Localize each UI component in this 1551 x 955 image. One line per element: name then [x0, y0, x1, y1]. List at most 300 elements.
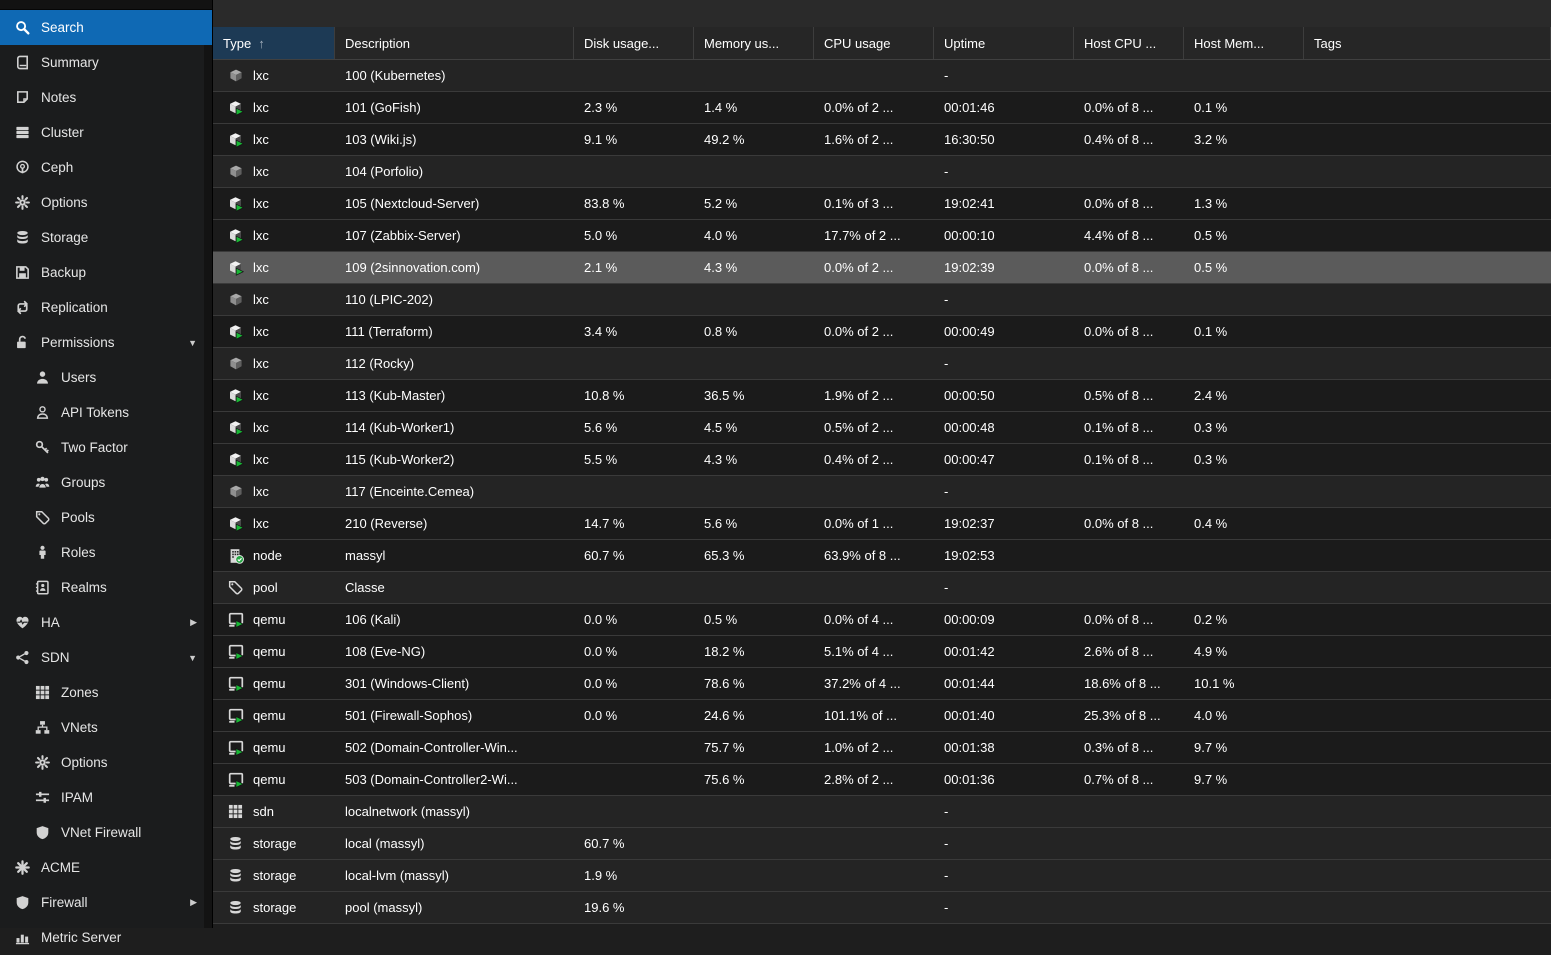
column-header-host_mem[interactable]: [1184, 27, 1304, 59]
cell-host-cpu: [1074, 476, 1184, 507]
cell-disk-usage: 60.7 %: [584, 836, 625, 851]
cell-description: 210 (Reverse): [345, 516, 428, 531]
cell-tags: [1304, 860, 1551, 891]
cell-tags: [1304, 444, 1551, 475]
sidebar-item-label: Firewall: [41, 895, 88, 910]
cell-memory-usage: 75.7 %: [704, 740, 745, 755]
cell-memory-usage: [694, 284, 814, 315]
cell-disk-usage: [574, 156, 694, 187]
sidebar-item-notes[interactable]: [0, 80, 212, 115]
cell-memory-usage: 4.5 %: [704, 420, 738, 435]
sliders-icon: [33, 790, 51, 806]
table-row[interactable]: [213, 412, 1551, 444]
sidebar-item-roles[interactable]: [0, 535, 212, 570]
heartbeat-icon: [13, 615, 31, 631]
cell-cpu-usage: [814, 828, 934, 859]
cell-host-cpu: [1074, 796, 1184, 827]
cell-uptime: -: [944, 836, 949, 851]
sidebar-item-acme[interactable]: [0, 850, 212, 885]
sidebar-item-label: Pools: [61, 510, 95, 525]
column-header-description[interactable]: [335, 27, 574, 59]
shield-icon: [13, 895, 31, 911]
cell-type: [213, 316, 335, 347]
column-header-disk[interactable]: [574, 27, 694, 59]
cell-description: 115 (Kub-Worker2): [345, 452, 455, 467]
cell-disk-usage: [574, 732, 694, 763]
table-row[interactable]: [213, 732, 1551, 764]
cell-cpu-usage: 0.0% of 2 ...: [824, 324, 894, 339]
lxc-stopped-icon: [227, 356, 244, 372]
cell-uptime: 00:01:42: [944, 644, 995, 659]
cell-uptime: 16:30:50: [944, 132, 995, 147]
cell-host-cpu: 2.6% of 8 ...: [1084, 644, 1154, 659]
cell-description: 113 (Kub-Master): [345, 388, 446, 403]
cell-description: Classe: [345, 580, 385, 595]
chart-icon: [13, 930, 31, 946]
sidebar-item-sdn-options[interactable]: [0, 745, 212, 780]
sidebar-item-metric-server[interactable]: [0, 920, 212, 955]
cell-uptime: 00:01:40: [944, 708, 995, 723]
cell-host-cpu: 0.3% of 8 ...: [1084, 740, 1154, 755]
cell-description: 301 (Windows-Client): [345, 676, 470, 691]
qemu-running-icon: [227, 676, 244, 692]
sidebar-item-pools[interactable]: [0, 500, 212, 535]
cell-type: [213, 284, 335, 315]
column-header-label: Tags: [1314, 35, 1342, 51]
sidebar-item-label: HA: [41, 615, 60, 630]
cell-memory-usage: 1.4 %: [704, 100, 738, 115]
sidebar-item-label: Zones: [61, 685, 99, 700]
cell-uptime: 00:01:46: [944, 100, 995, 115]
table-row[interactable]: [213, 252, 1551, 284]
type-label: qemu: [253, 772, 286, 787]
table-row[interactable]: [213, 636, 1551, 668]
table-row[interactable]: [213, 668, 1551, 700]
cell-type: [213, 348, 335, 379]
cell-host-cpu: [1074, 828, 1184, 859]
table-row[interactable]: [213, 508, 1551, 540]
cell-description: 110 (LPIC-202): [345, 292, 433, 307]
cell-cpu-usage: 0.5% of 2 ...: [824, 420, 894, 435]
column-header-label: Uptime: [944, 35, 986, 51]
cell-description: 103 (Wiki.js): [345, 132, 417, 147]
cell-memory-usage: [694, 860, 814, 891]
sidebar-item-label: Backup: [41, 265, 87, 280]
cell-host-cpu: 0.0% of 8 ...: [1084, 100, 1154, 115]
cell-cpu-usage: [814, 796, 934, 827]
database-icon: [13, 230, 31, 246]
column-header-label: Description: [345, 35, 411, 51]
cell-host-mem: [1184, 572, 1304, 603]
lxc-running-icon: [227, 100, 244, 116]
cell-description: 503 (Domain-Controller2-Wi...: [345, 772, 518, 787]
cell-type: [213, 668, 335, 699]
cell-memory-usage: 75.6 %: [704, 772, 745, 787]
user-icon: [33, 370, 51, 386]
qemu-running-icon: [227, 740, 244, 756]
cell-tags: [1304, 348, 1551, 379]
note-icon: [13, 90, 31, 106]
sidebar-item-label: VNet Firewall: [61, 825, 142, 840]
cell-type: [213, 156, 335, 187]
cell-host-cpu: [1074, 860, 1184, 891]
cell-memory-usage: 4.3 %: [704, 260, 738, 275]
cell-memory-usage: [694, 796, 814, 827]
cell-type: [213, 380, 335, 411]
cell-description: local-lvm (massyl): [345, 868, 449, 883]
cell-type: [213, 572, 335, 603]
type-label: qemu: [253, 708, 286, 723]
cell-disk-usage: 9.1 %: [584, 132, 618, 147]
cell-host-mem: 0.3 %: [1194, 420, 1228, 435]
cell-tags: [1304, 316, 1551, 347]
cell-description: massyl: [345, 548, 386, 563]
cell-host-cpu: [1074, 348, 1184, 379]
sort-asc-arrow-icon: ↑: [258, 35, 265, 51]
person-icon: [33, 545, 51, 561]
cell-memory-usage: 0.8 %: [704, 324, 738, 339]
column-header-type[interactable]: [213, 27, 335, 59]
cell-description: 101 (GoFish): [345, 100, 421, 115]
cell-description: 106 (Kali): [345, 612, 401, 627]
gear-icon: [33, 755, 51, 771]
sidebar-item-label: Search: [41, 20, 84, 35]
cell-tags: [1304, 828, 1551, 859]
replication-icon: [13, 300, 31, 316]
cell-disk-usage: 83.8 %: [584, 196, 625, 211]
table-row[interactable]: [213, 828, 1551, 860]
table-row[interactable]: [213, 348, 1551, 380]
qemu-running-icon: [227, 612, 244, 628]
type-label: pool: [253, 580, 278, 595]
cell-cpu-usage: 0.4% of 2 ...: [824, 452, 894, 467]
cell-cpu-usage: 0.0% of 1 ...: [824, 516, 894, 531]
sidebar-item-summary[interactable]: [0, 45, 212, 80]
expand-right-icon[interactable]: ▶: [190, 897, 197, 907]
cell-cpu-usage: 0.1% of 3 ...: [824, 196, 894, 211]
type-label: lxc: [253, 228, 269, 243]
cell-host-cpu: [1074, 572, 1184, 603]
table-row[interactable]: [213, 284, 1551, 316]
table-row[interactable]: [213, 92, 1551, 124]
cell-type: [213, 732, 335, 763]
type-label: lxc: [253, 388, 269, 403]
cell-memory-usage: 49.2 %: [704, 132, 745, 147]
table-row[interactable]: [213, 444, 1551, 476]
cell-type: [213, 124, 335, 155]
cell-uptime: -: [944, 900, 949, 915]
sidebar-top-strip: [0, 0, 212, 10]
key-icon: [33, 440, 51, 456]
lxc-running-icon: [227, 388, 244, 404]
cell-disk-usage: [574, 572, 694, 603]
cell-description: 109 (2sinnovation.com): [345, 260, 481, 275]
table-row[interactable]: [213, 604, 1551, 636]
sidebar-item-label: Summary: [41, 55, 99, 70]
cell-host-cpu: 0.0% of 8 ...: [1084, 612, 1154, 627]
table-row[interactable]: [213, 476, 1551, 508]
table-row[interactable]: [213, 796, 1551, 828]
cell-type: [213, 540, 335, 571]
sidebar-nav: [0, 10, 212, 955]
cell-uptime: 00:01:44: [944, 676, 995, 691]
sidebar-item-label: Users: [61, 370, 97, 385]
search-icon: [13, 20, 31, 36]
sidebar-item-label: IPAM: [61, 790, 94, 805]
qemu-running-icon: [227, 772, 244, 788]
sidebar-item-search[interactable]: [0, 10, 212, 45]
lxc-running-icon: [227, 324, 244, 340]
cell-description: 114 (Kub-Worker1): [345, 420, 455, 435]
cell-host-mem: 10.1 %: [1194, 676, 1235, 691]
type-label: sdn: [253, 804, 274, 819]
cell-host-cpu: 18.6% of 8 ...: [1084, 676, 1161, 691]
table-row[interactable]: [213, 892, 1551, 924]
cell-host-mem: [1184, 828, 1304, 859]
sidebar-item-label: Realms: [61, 580, 107, 595]
sidebar-item-ipam[interactable]: [0, 780, 212, 815]
sidebar-item-label: Permissions: [41, 335, 115, 350]
table-row[interactable]: [213, 540, 1551, 572]
table-row[interactable]: [213, 572, 1551, 604]
cell-memory-usage: 0.5 %: [704, 612, 738, 627]
cell-uptime: 00:00:09: [944, 612, 995, 627]
column-header-cpu[interactable]: [814, 27, 934, 59]
cell-disk-usage: [574, 284, 694, 315]
sidebar-item-cluster[interactable]: [0, 115, 212, 150]
cell-uptime: 19:02:37: [944, 516, 995, 531]
cell-memory-usage: 65.3 %: [704, 548, 745, 563]
cell-disk-usage: 0.0 %: [584, 708, 618, 723]
expand-down-icon[interactable]: ▼: [188, 337, 197, 348]
cell-host-mem: 9.7 %: [1194, 772, 1228, 787]
cell-tags: [1304, 412, 1551, 443]
cell-cpu-usage: 2.8% of 2 ...: [824, 772, 894, 787]
cell-tags: [1304, 604, 1551, 635]
cell-tags: [1304, 220, 1551, 251]
tag-icon: [227, 580, 244, 596]
cell-memory-usage: 78.6 %: [704, 676, 745, 691]
table-row[interactable]: [213, 700, 1551, 732]
cell-disk-usage: 0.0 %: [584, 644, 618, 659]
type-label: lxc: [253, 324, 269, 339]
cell-host-mem: 2.4 %: [1194, 388, 1228, 403]
sidebar-item-label: ACME: [41, 860, 81, 875]
type-label: lxc: [253, 292, 269, 307]
cell-uptime: -: [944, 68, 949, 83]
cell-host-cpu: 0.0% of 8 ...: [1084, 196, 1154, 211]
lxc-running-icon: [227, 196, 244, 212]
shield-icon: [33, 825, 51, 841]
ceph-icon: [13, 160, 31, 176]
cell-cpu-usage: [814, 860, 934, 891]
sidebar-item-groups[interactable]: [0, 465, 212, 500]
expand-right-icon[interactable]: ▶: [190, 617, 197, 627]
sidebar-item-firewall[interactable]: [0, 885, 212, 920]
sidebar-item-sdn[interactable]: [0, 640, 212, 675]
cell-tags: [1304, 668, 1551, 699]
cell-uptime: 00:00:47: [944, 452, 995, 467]
expand-down-icon[interactable]: ▼: [188, 652, 197, 663]
sidebar-item-label: Roles: [61, 545, 96, 560]
burst-icon: [13, 860, 31, 876]
cell-cpu-usage: 17.7% of 2 ...: [824, 228, 901, 243]
column-header-tags[interactable]: [1304, 27, 1551, 59]
sidebar-item-ceph[interactable]: [0, 150, 212, 185]
cell-cpu-usage: 0.0% of 2 ...: [824, 100, 894, 115]
type-label: storage: [253, 900, 297, 915]
column-header-memory[interactable]: [694, 27, 814, 59]
cell-host-cpu: [1074, 892, 1184, 923]
cell-host-mem: [1184, 284, 1304, 315]
cell-host-cpu: 25.3% of 8 ...: [1084, 708, 1161, 723]
table-row[interactable]: [213, 860, 1551, 892]
column-header-label: Memory us...: [704, 35, 780, 51]
cell-disk-usage: 5.0 %: [584, 228, 618, 243]
sidebar-item-users[interactable]: [0, 360, 212, 395]
cell-tags: [1304, 636, 1551, 667]
cell-type: [213, 220, 335, 251]
cell-host-cpu: 4.4% of 8 ...: [1084, 228, 1154, 243]
sidebar-item-options[interactable]: [0, 185, 212, 220]
cell-uptime: 00:01:36: [944, 772, 995, 787]
cell-type: [213, 188, 335, 219]
grid-icon: [227, 804, 244, 820]
share-nodes-icon: [13, 650, 31, 666]
cell-host-cpu: [1074, 156, 1184, 187]
table-row[interactable]: [213, 156, 1551, 188]
sidebar-item-permissions[interactable]: [0, 325, 212, 360]
cell-cpu-usage: 37.2% of 4 ...: [824, 676, 901, 691]
cell-host-mem: [1184, 540, 1304, 571]
cell-tags: [1304, 508, 1551, 539]
cell-uptime: 00:00:10: [944, 228, 995, 243]
cell-description: 108 (Eve-NG): [345, 644, 426, 659]
type-label: lxc: [253, 196, 269, 211]
cell-type: [213, 636, 335, 667]
cell-tags: [1304, 380, 1551, 411]
sidebar-item-vnets[interactable]: [0, 710, 212, 745]
cell-tags: [1304, 60, 1551, 91]
sidebar-item-ha[interactable]: [0, 605, 212, 640]
sidebar-item-two-factor[interactable]: [0, 430, 212, 465]
sidebar-item-backup[interactable]: [0, 255, 212, 290]
cell-host-cpu: 0.4% of 8 ...: [1084, 132, 1154, 147]
cell-host-cpu: 0.0% of 8 ...: [1084, 324, 1154, 339]
cell-tags: [1304, 892, 1551, 923]
cell-cpu-usage: 101.1% of ...: [824, 708, 897, 723]
column-header-host_cpu[interactable]: [1074, 27, 1184, 59]
cell-description: 107 (Zabbix-Server): [345, 228, 461, 243]
table-row[interactable]: [213, 188, 1551, 220]
cell-description: 100 (Kubernetes): [345, 68, 446, 83]
cell-memory-usage: 36.5 %: [704, 388, 745, 403]
cell-tags: [1304, 764, 1551, 795]
cell-host-mem: [1184, 60, 1304, 91]
table-row[interactable]: [213, 60, 1551, 92]
cell-uptime: 19:02:41: [944, 196, 995, 211]
cell-host-cpu: 0.7% of 8 ...: [1084, 772, 1154, 787]
cell-uptime: 00:00:48: [944, 420, 995, 435]
lxc-stopped-icon: [227, 164, 244, 180]
cell-cpu-usage: 0.0% of 4 ...: [824, 612, 894, 627]
cell-tags: [1304, 540, 1551, 571]
table-row[interactable]: [213, 764, 1551, 796]
cell-type: [213, 796, 335, 827]
sidebar-item-zones[interactable]: [0, 675, 212, 710]
cell-cpu-usage: [814, 156, 934, 187]
cell-memory-usage: 5.2 %: [704, 196, 738, 211]
sidebar-item-label: Options: [61, 755, 108, 770]
cell-disk-usage: 14.7 %: [584, 516, 625, 531]
sidebar-item-storage[interactable]: [0, 220, 212, 255]
cell-description: 104 (Porfolio): [345, 164, 424, 179]
cell-memory-usage: 4.3 %: [704, 452, 738, 467]
cell-host-mem: 0.1 %: [1194, 324, 1228, 339]
type-label: lxc: [253, 420, 269, 435]
table-row[interactable]: [213, 220, 1551, 252]
column-header-label: Disk usage...: [584, 35, 660, 51]
cell-description: pool (massyl): [345, 900, 423, 915]
cell-type: [213, 476, 335, 507]
cell-host-mem: 0.3 %: [1194, 452, 1228, 467]
cell-host-mem: 0.5 %: [1194, 228, 1228, 243]
cell-disk-usage: 2.1 %: [584, 260, 618, 275]
lxc-stopped-icon: [227, 484, 244, 500]
cell-cpu-usage: 1.9% of 2 ...: [824, 388, 894, 403]
address-book-icon: [33, 580, 51, 596]
cell-host-mem: 9.7 %: [1194, 740, 1228, 755]
sidebar-item-label: Metric Server: [41, 930, 122, 945]
type-label: lxc: [253, 484, 269, 499]
cell-cpu-usage: [814, 476, 934, 507]
cell-description: 117 (Enceinte.Cemea): [345, 484, 475, 499]
cell-host-mem: [1184, 156, 1304, 187]
table-row[interactable]: [213, 380, 1551, 412]
cell-description: local (massyl): [345, 836, 425, 851]
cell-type: [213, 444, 335, 475]
qemu-running-icon: [227, 708, 244, 724]
cell-description: 105 (Nextcloud-Server): [345, 196, 480, 211]
table-row[interactable]: [213, 124, 1551, 156]
sidebar-item-label: Options: [41, 195, 88, 210]
content-panel: [213, 0, 1551, 928]
sidebar-item-api-tokens[interactable]: [0, 395, 212, 430]
column-header-uptime[interactable]: [934, 27, 1074, 59]
cell-type: [213, 92, 335, 123]
cell-host-mem: 0.2 %: [1194, 612, 1228, 627]
cell-tags: [1304, 796, 1551, 827]
cell-type: [213, 60, 335, 91]
type-label: qemu: [253, 644, 286, 659]
cell-disk-usage: 0.0 %: [584, 612, 618, 627]
type-label: lxc: [253, 132, 269, 147]
cell-host-mem: [1184, 476, 1304, 507]
type-label: lxc: [253, 452, 269, 467]
cell-cpu-usage: [814, 60, 934, 91]
cell-host-cpu: [1074, 60, 1184, 91]
cell-tags: [1304, 284, 1551, 315]
cell-host-mem: [1184, 348, 1304, 379]
lxc-stopped-icon: [227, 292, 244, 308]
sidebar-item-replication[interactable]: [0, 290, 212, 325]
table-row[interactable]: [213, 316, 1551, 348]
sidebar-item-realms[interactable]: [0, 570, 212, 605]
sidebar-item-vnet-firewall[interactable]: [0, 815, 212, 850]
node-icon: [227, 548, 244, 564]
cell-disk-usage: [574, 796, 694, 827]
sidebar-item-label: Ceph: [41, 160, 74, 175]
